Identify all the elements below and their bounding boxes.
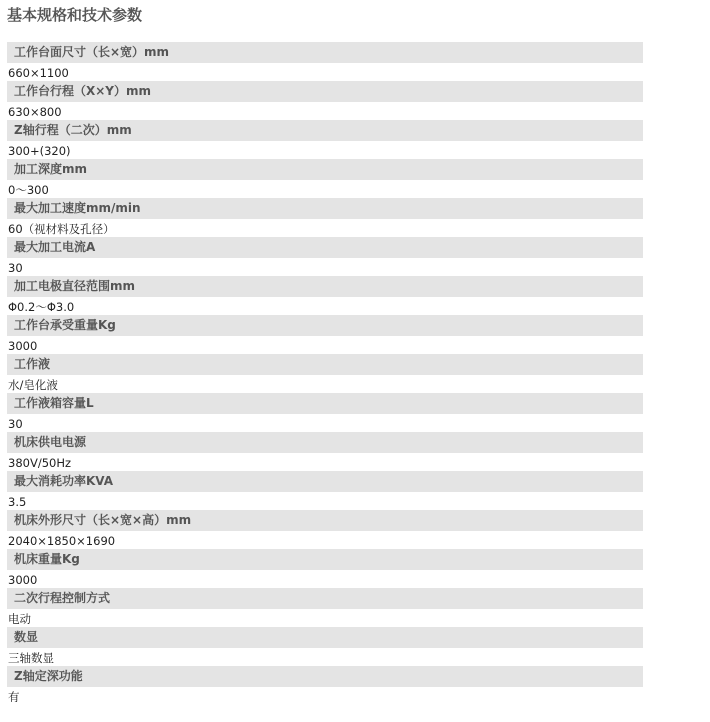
spec-label: 数显	[7, 627, 643, 648]
spec-label: Z轴行程（二次）mm	[7, 120, 643, 141]
spec-value: 有	[8, 690, 20, 704]
spec-item-digital-readout	[7, 627, 643, 666]
spec-item-fluid-tank	[7, 393, 643, 432]
spec-value: 300+(320)	[8, 144, 71, 158]
spec-item-electrode-diameter	[7, 276, 643, 315]
spec-item-max-power	[7, 471, 643, 510]
spec-item-secondary-travel-control	[7, 588, 643, 627]
spec-value: 60（视材料及孔径）	[8, 222, 115, 236]
spec-value: 水/皂化液	[8, 378, 58, 392]
spec-value: 3000	[8, 339, 38, 353]
spec-value: Φ0.2～Φ3.0	[8, 300, 75, 314]
spec-item-power-supply	[7, 432, 643, 471]
spec-item-max-speed	[7, 198, 643, 237]
spec-label: 机床外形尺寸（长×宽×高）mm	[7, 510, 643, 531]
spec-label: 二次行程控制方式	[7, 588, 643, 609]
spec-value: 3.5	[8, 495, 27, 509]
spec-item-working-fluid	[7, 354, 643, 393]
spec-item-table-size	[7, 42, 643, 81]
spec-item-z-depth-function	[7, 666, 643, 705]
spec-label: 机床供电电源	[7, 432, 643, 453]
spec-value: 0～300	[8, 183, 49, 197]
spec-item-machining-depth	[7, 159, 643, 198]
spec-label: 工作台面尺寸（长×宽）mm	[7, 42, 643, 63]
spec-value: 电动	[8, 612, 31, 626]
spec-label: 机床重量Kg	[7, 549, 643, 570]
spec-item-machine-weight	[7, 549, 643, 588]
spec-item-z-travel	[7, 120, 643, 159]
spec-label: 最大消耗功率KVA	[7, 471, 643, 492]
spec-label: 最大加工速度mm/min	[7, 198, 643, 219]
spec-list	[7, 42, 643, 705]
spec-item-table-load	[7, 315, 643, 354]
spec-value: 380V/50Hz	[8, 456, 72, 470]
spec-item-machine-dimensions	[7, 510, 643, 549]
spec-value: 660×1100	[8, 66, 69, 80]
spec-label: 加工深度mm	[7, 159, 643, 180]
spec-label: 工作液箱容量L	[7, 393, 643, 414]
spec-value: 30	[8, 261, 23, 275]
spec-value: 2040×1850×1690	[8, 534, 116, 548]
spec-label: 最大加工电流A	[7, 237, 643, 258]
spec-label: 工作台承受重量Kg	[7, 315, 643, 336]
spec-value: 3000	[8, 573, 38, 587]
spec-value: 三轴数显	[8, 651, 54, 665]
spec-label: 工作液	[7, 354, 643, 375]
spec-item-table-travel	[7, 81, 643, 120]
spec-item-max-current	[7, 237, 643, 276]
page-title: 基本规格和技术参数	[7, 6, 143, 24]
spec-value: 30	[8, 417, 23, 431]
spec-label: Z轴定深功能	[7, 666, 643, 687]
spec-label: 工作台行程（X×Y）mm	[7, 81, 643, 102]
spec-value: 630×800	[8, 105, 62, 119]
spec-label: 加工电极直径范围mm	[7, 276, 643, 297]
